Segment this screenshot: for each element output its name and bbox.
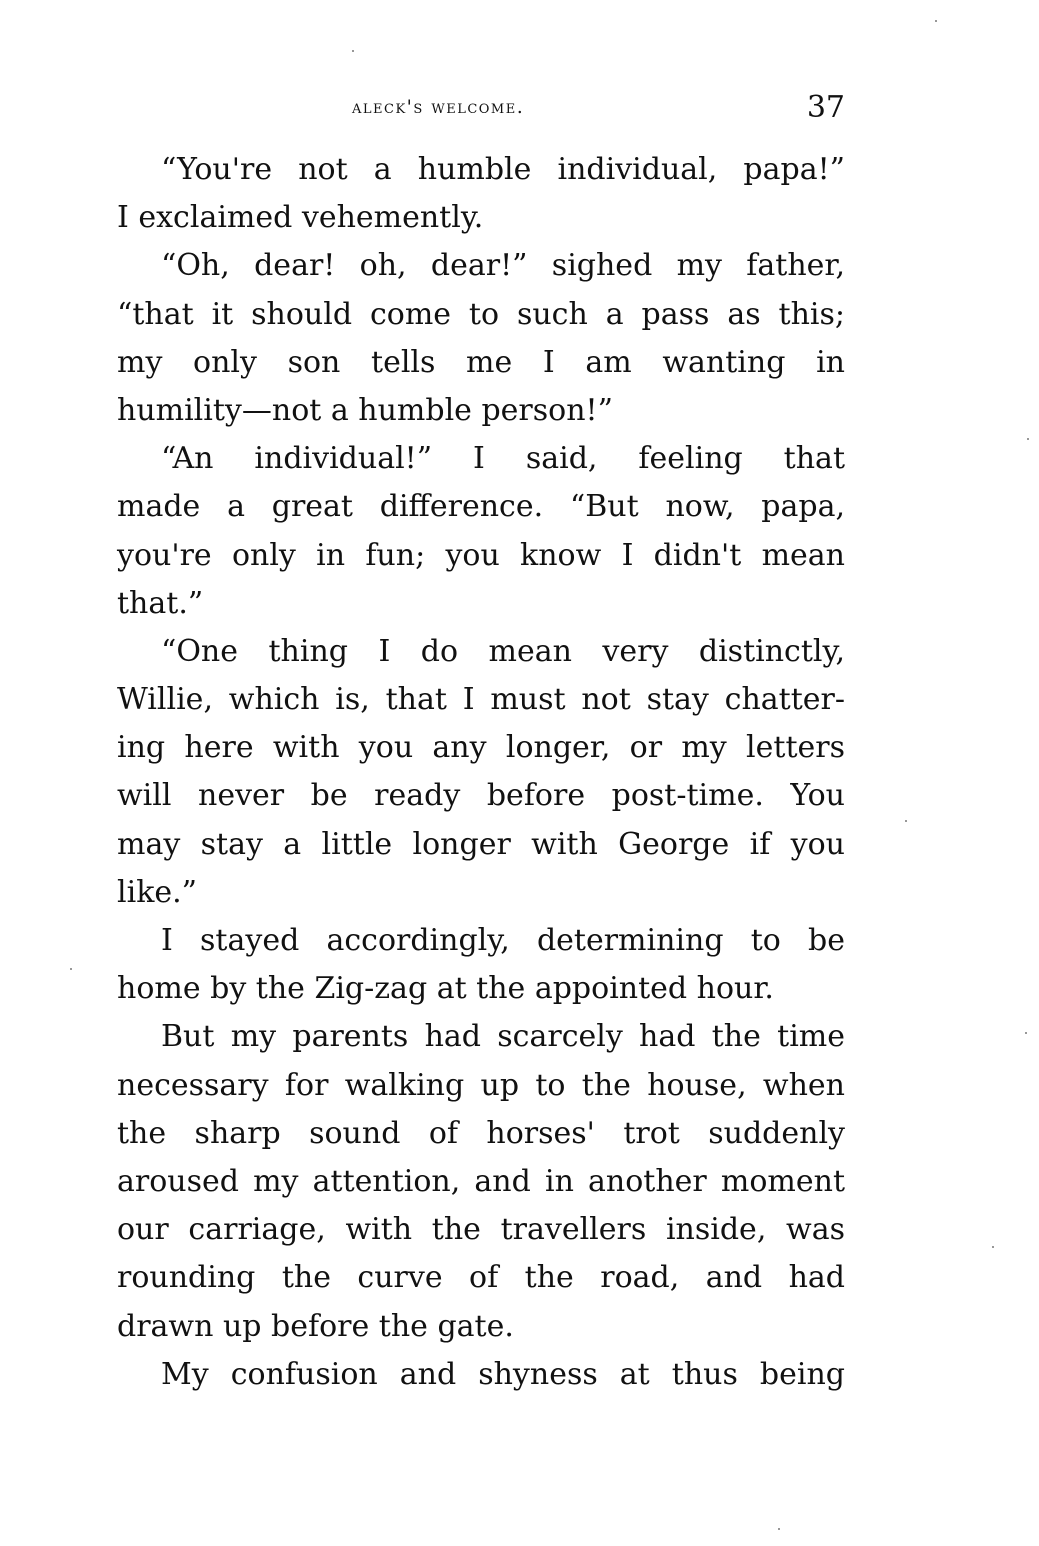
text-line: made a great difference. “But now, papa, [117, 489, 845, 525]
text-line: our carriage, with the travellers inside, was [117, 1212, 845, 1248]
text-line: like.” [117, 874, 197, 910]
text-line: “You're not a humble individual, papa!” [161, 152, 845, 187]
scan-speck [1025, 1032, 1027, 1034]
text-line: may stay a little longer with George if you [117, 826, 845, 862]
text-line: “One thing I do mean very distinctly, [161, 633, 845, 669]
text-line: the sharp sound of horses' trot suddenly [117, 1115, 845, 1151]
text-line: ing here with you any longer, or my letters [117, 730, 845, 766]
text-line: my only son tells me I am wanting in [117, 344, 845, 380]
scan-speck [70, 968, 72, 970]
text-line: will never be ready before post-time. You [117, 778, 845, 814]
running-title: aleck's welcome. [352, 96, 525, 118]
page-number: 37 [806, 90, 845, 125]
scan-speck [935, 20, 937, 22]
text-line: I exclaimed vehemently. [117, 200, 484, 236]
text-line: necessary for walking up to the house, when [117, 1067, 845, 1103]
text-line: drawn up before the gate. [117, 1308, 514, 1344]
text-line: “Oh, dear! oh, dear!” sighed my father, [161, 248, 845, 284]
scan-speck [778, 1528, 780, 1530]
scan-speck [1027, 438, 1029, 440]
running-head [117, 90, 845, 130]
scan-speck [992, 1246, 994, 1248]
scan-speck [352, 50, 354, 52]
body-text [117, 146, 845, 1399]
text-line: “that it should come to such a pass as this; [117, 296, 845, 332]
text-line: But my parents had scarcely had the time [161, 1019, 845, 1055]
text-line: that.” [117, 585, 204, 621]
scan-speck [905, 820, 907, 822]
text-line: I stayed accordingly, determining to be [161, 923, 845, 958]
text-line: aroused my attention, and in another moment [117, 1163, 845, 1199]
text-line: you're only in fun; you know I didn't mean [117, 537, 845, 573]
text-line: home by the Zig-zag at the appointed hour. [117, 971, 774, 1007]
text-line: humility—not a humble person!” [117, 392, 613, 428]
text-line: rounding the curve of the road, and had [117, 1260, 845, 1296]
text-line: My confusion and shyness at thus being [161, 1356, 845, 1392]
text-line: “An individual!” I said, feeling that [161, 441, 845, 477]
text-line: Willie, which is, that I must not stay chatter- [117, 682, 845, 718]
